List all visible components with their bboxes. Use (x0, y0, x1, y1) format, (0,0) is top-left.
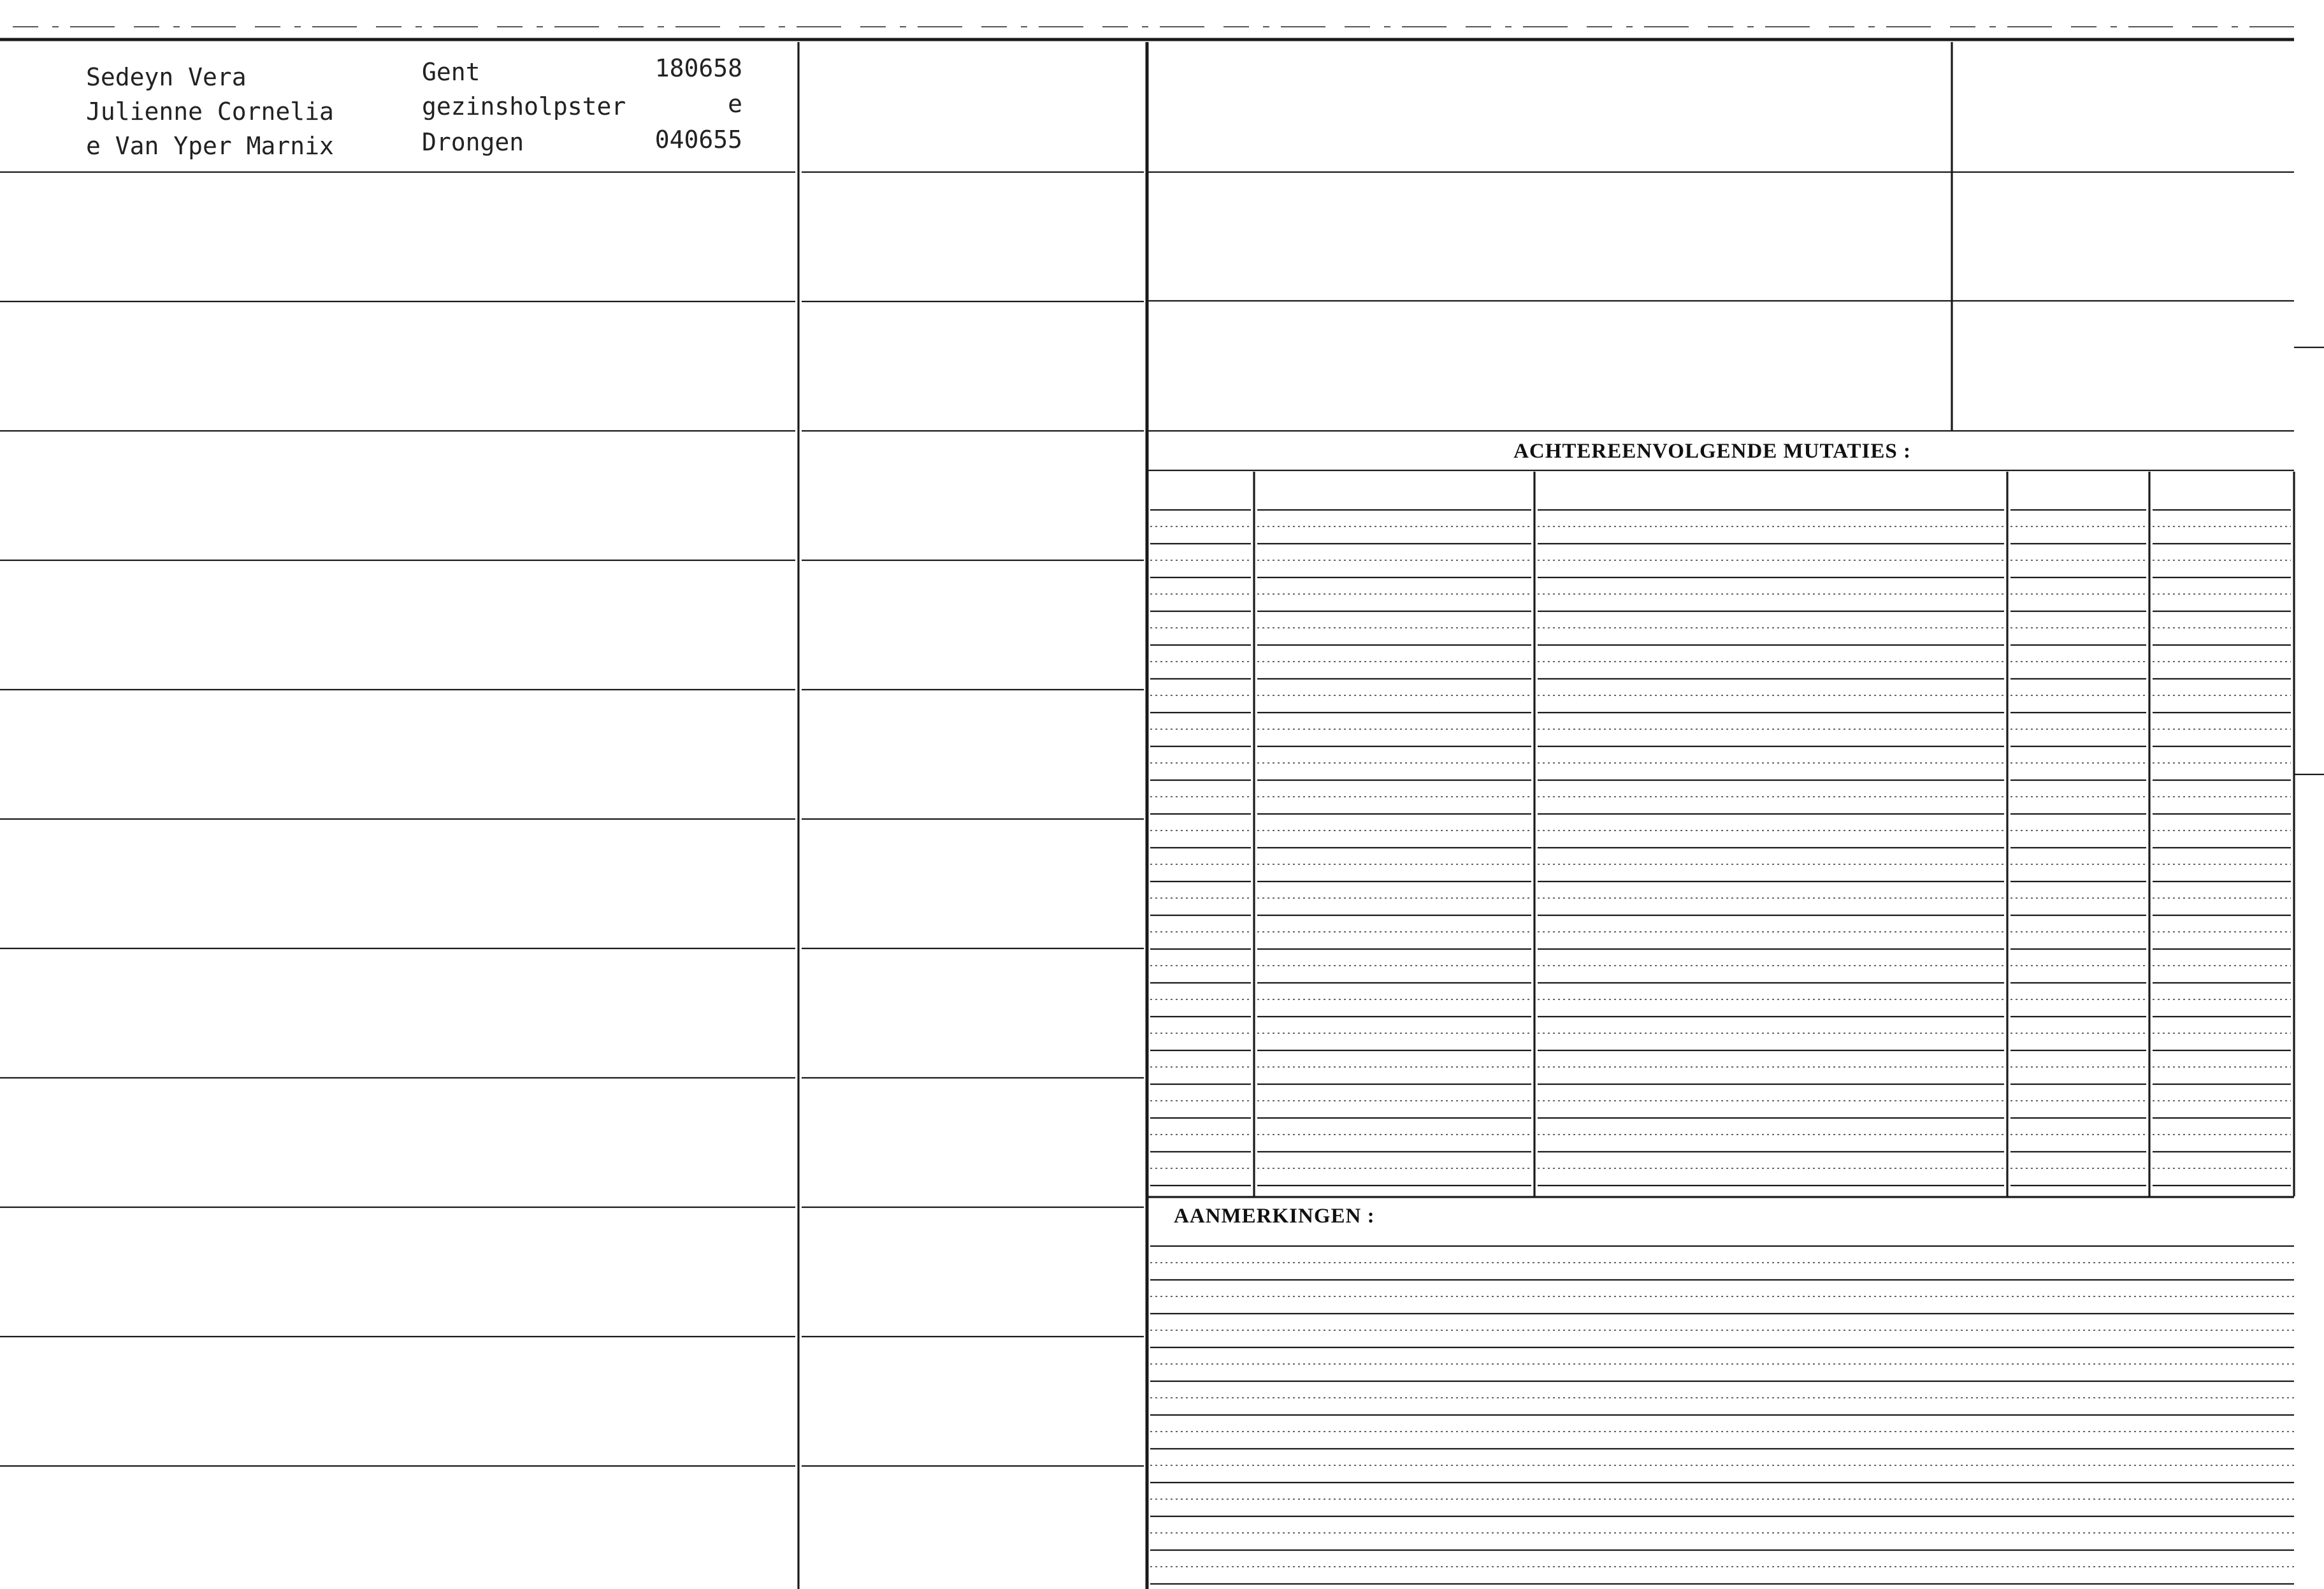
entry-code-line: 040655 (654, 126, 742, 154)
entry-name-line: Julienne Cornelia (86, 98, 334, 126)
typed-entry (86, 54, 742, 160)
entry-place-line: Drongen (422, 128, 524, 156)
mutations-table (1147, 470, 2294, 1197)
entry-code-line: e (728, 90, 742, 118)
mutations-heading: ACHTEREENVOLGENDE MUTATIES : (1513, 440, 1911, 463)
left-register-grid (0, 172, 1144, 1466)
remarks-heading: AANMERKINGEN : (1174, 1205, 1375, 1228)
right-upper-block (1147, 42, 2324, 774)
entry-code-line: 180658 (654, 54, 742, 82)
entry-name-line: Sedeyn Vera (86, 63, 247, 91)
remarks-lines (1150, 1246, 2294, 1584)
entry-place-line: Gent (422, 58, 480, 86)
entry-name-line: e Van Yper Marnix (86, 132, 334, 160)
entry-place-line: gezinsholpster (422, 92, 626, 120)
